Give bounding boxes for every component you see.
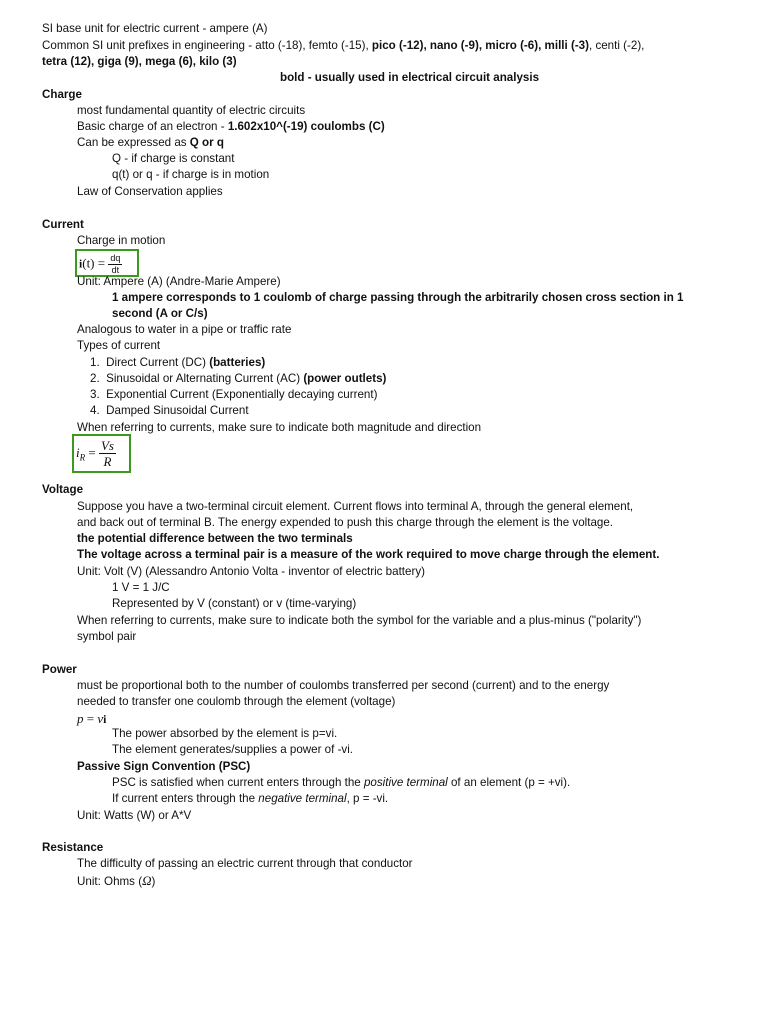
- power-eq-v: v: [97, 711, 104, 726]
- psc-l6-text: PSC is satisfied when current enters through the: [112, 776, 364, 789]
- current-line-2: Unit: Ampere (A) (Andre-Marie Ampere): [77, 275, 281, 288]
- power-line-3: The power absorbed by the element is p=vi.: [112, 727, 338, 740]
- current-type-1: [90, 355, 265, 371]
- ohm-prefix: Unit: Ohms (: [77, 875, 143, 888]
- voltage-line-3: the potential difference between the two terminals: [77, 532, 353, 545]
- psc-l6-suffix: of an element (p = +vi).: [447, 776, 571, 789]
- type-2-text: Sinusoidal or Alternating Current (AC): [106, 372, 304, 385]
- type-2-num: 2.: [90, 372, 100, 385]
- voltage-line-9: symbol pair: [77, 630, 137, 643]
- power-eq-i: i: [103, 713, 107, 726]
- header-note: bold - usually used in electrical circuit analysis: [280, 71, 540, 84]
- current-line-5: Types of current: [77, 339, 161, 352]
- eq2-sub: R: [79, 452, 86, 463]
- eq1-i: i: [79, 257, 83, 271]
- resistance-line-2: [77, 873, 155, 890]
- header-prefix-text: Common SI unit prefixes in engineering - atto (-18), femto (-15),: [42, 39, 372, 52]
- charge-line-1: most fundamental quantity of electric circuits: [77, 104, 306, 117]
- current-equation: [79, 253, 122, 276]
- psc-l7-text: If current enters through the: [112, 792, 259, 805]
- psc-l6-italic: positive terminal: [363, 776, 448, 789]
- type-1-bold: (batteries): [209, 356, 266, 369]
- eq1-fraction: [108, 253, 122, 276]
- type-1-num: 1.: [90, 356, 100, 369]
- type-4-text: Damped Sinusoidal Current: [106, 404, 249, 417]
- current-line-1: Charge in motion: [77, 234, 166, 247]
- current-line-3a: 1 ampere corresponds to 1 coulomb of charge passing through the arbitrarily chosen cross section in 1: [112, 291, 684, 304]
- type-1-text: Direct Current (DC): [106, 356, 210, 369]
- current-heading: Current: [42, 218, 84, 231]
- ohm-symbol: Ω: [142, 873, 152, 888]
- current-line-6: When referring to currents, make sure to indicate both magnitude and direction: [77, 421, 482, 434]
- voltage-line-8: When referring to currents, make sure to indicate both the symbol for the variable and a plus-minus ("polarity"): [77, 614, 642, 627]
- eq1-t: (t) =: [82, 255, 106, 271]
- current-line-3b: second (A or C/s): [112, 307, 208, 320]
- power-eq-p: p: [77, 711, 84, 726]
- power-line-7: [112, 791, 388, 807]
- charge-heading: Charge: [42, 88, 82, 101]
- charge-line-5: q(t) or q - if charge is in motion: [112, 168, 270, 181]
- charge-line-6: Law of Conservation applies: [77, 185, 223, 198]
- power-equation: [77, 711, 106, 728]
- power-line-8: Unit: Watts (W) or A*V: [77, 809, 192, 822]
- ohm-suffix: ): [151, 875, 156, 888]
- voltage-line-5: Unit: Volt (V) (Alessandro Antonio Volta - inventor of electric battery): [77, 565, 425, 578]
- type-3-num: 3.: [90, 388, 100, 401]
- type-4-num: 4.: [90, 404, 100, 417]
- eq2-equals: =: [85, 445, 96, 460]
- charge-line-3: [77, 135, 224, 151]
- header-line-2: [42, 38, 644, 54]
- eq2-numerator: Vs: [100, 438, 114, 454]
- header-prefix-suffix: , centi (-2),: [589, 39, 645, 52]
- resistance-line-1: The difficulty of passing an electric current through that conductor: [77, 857, 413, 870]
- type-3-text: Exponential Current (Exponentially decaying current): [106, 388, 378, 401]
- psc-l7-suffix: , p = -vi.: [346, 792, 389, 805]
- power-line-4: The element generates/supplies a power of -vi.: [112, 743, 354, 756]
- power-line-2: needed to transfer one coulomb through the element (voltage): [77, 695, 396, 708]
- eq2-denominator: R: [103, 454, 112, 470]
- header-line-3: tetra (12), giga (9), mega (6), kilo (3): [42, 55, 237, 68]
- header-prefix-bold: pico (-12), nano (-9), micro (-6), milli (-3): [371, 39, 589, 52]
- power-line-6: [112, 775, 570, 791]
- eq1-denominator: dt: [111, 265, 120, 275]
- psc-l7-italic: negative terminal: [258, 792, 347, 805]
- charge-l3-bold: Q or q: [189, 136, 224, 149]
- current-type-4: [90, 403, 249, 419]
- power-line-5: Passive Sign Convention (PSC): [77, 760, 251, 773]
- resistor-current-equation: [76, 438, 116, 472]
- power-heading: Power: [42, 663, 77, 676]
- voltage-line-4: The voltage across a terminal pair is a measure of the work required to move charge through the element.: [77, 548, 660, 561]
- voltage-line-6: 1 V = 1 J/C: [112, 581, 170, 594]
- resistance-heading: Resistance: [42, 841, 104, 854]
- eq2-i: i: [76, 445, 80, 460]
- power-eq-equals: =: [83, 711, 98, 726]
- voltage-line-1: Suppose you have a two-terminal circuit element. Current flows into terminal A, through the general element,: [77, 500, 634, 513]
- charge-l2-bold: 1.602x10^(-19) coulombs (C): [227, 120, 385, 133]
- current-line-4: Analogous to water in a pipe or traffic rate: [77, 323, 292, 336]
- voltage-heading: Voltage: [42, 483, 84, 496]
- current-type-3: [90, 387, 377, 403]
- type-2-bold: (power outlets): [303, 372, 387, 385]
- charge-l3-text: Can be expressed as: [77, 136, 190, 149]
- power-line-1: must be proportional both to the number of coulombs transferred per second (current) and to the energy: [77, 679, 610, 692]
- charge-line-4: Q - if charge is constant: [112, 152, 235, 165]
- charge-l2-text: Basic charge of an electron -: [77, 120, 228, 133]
- charge-line-2: [77, 119, 385, 135]
- eq1-numerator: dq: [110, 253, 121, 263]
- voltage-line-7: Represented by V (constant) or v (time-varying): [112, 597, 357, 610]
- header-line-1: SI base unit for electric current - ampere (A): [42, 22, 268, 35]
- voltage-line-2: and back out of terminal B. The energy expended to push this charge through the element is the voltage.: [77, 516, 614, 529]
- current-type-2: [90, 371, 386, 387]
- eq2-fraction: [99, 438, 116, 469]
